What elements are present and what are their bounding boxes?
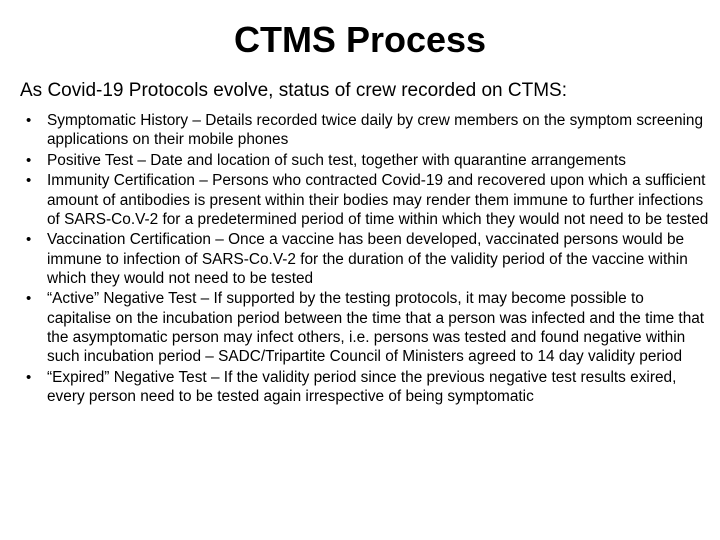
bullet-list: [26, 111, 710, 408]
bullet-text: Positive Test – Date and location of such test, together with quarantine arrangements: [47, 151, 626, 169]
bullet-item-immunity-certification: [26, 171, 710, 229]
bullet-marker: •: [26, 231, 32, 249]
bullet-marker: •: [26, 151, 32, 169]
bullet-text: “Expired” Negative Test – If the validity period since the previous negative test results exired, every person need to be tested again irrespective of being symptomatic: [47, 368, 677, 406]
bullet-item-active-negative-test: [26, 289, 710, 366]
bullet-item-vaccination-certification: [26, 230, 710, 288]
bullet-text: “Active” Negative Test – If supported by the testing protocols, it may become possible to capitalise on the incubation period between the time that a person was infected and the time that the asymptomatic person may infect others, i.e. persons was tested and found negative within such incubation period – SADC/Tripartite Council of Ministers agreed to 14 day validity period: [47, 290, 705, 366]
bullet-text: Immunity Certification – Persons who contracted Covid-19 and recovered upon which a sufficient amount of antibodies is present within their bodies may render them immune to further infections of SARS-Co.V-2 for a predetermined period of time within which they would not need to be tested: [47, 172, 709, 228]
bullet-text: Vaccination Certification – Once a vaccine has been developed, vaccinated persons would be immune to infection of SARS-Co.V-2 for the duration of the validity period of the vaccine within which they would not need to be tested: [47, 231, 688, 287]
intro-text: As Covid-19 Protocols evolve, status of crew recorded on CTMS:: [20, 80, 568, 101]
bullet-marker: •: [26, 368, 32, 386]
bullet-marker: •: [26, 172, 32, 190]
bullet-marker: •: [26, 112, 32, 129]
bullet-text: Symptomatic History – Details recorded twice daily by crew members on the symptom screening applications on their mobile phones: [47, 112, 704, 149]
bullet-item-expired-negative-test: [26, 368, 710, 407]
bullet-item-symptomatic-history: [26, 111, 710, 150]
bullet-marker: •: [26, 290, 32, 308]
bullet-item-positive-test: [26, 151, 710, 170]
slide-title: CTMS Process: [233, 19, 487, 60]
